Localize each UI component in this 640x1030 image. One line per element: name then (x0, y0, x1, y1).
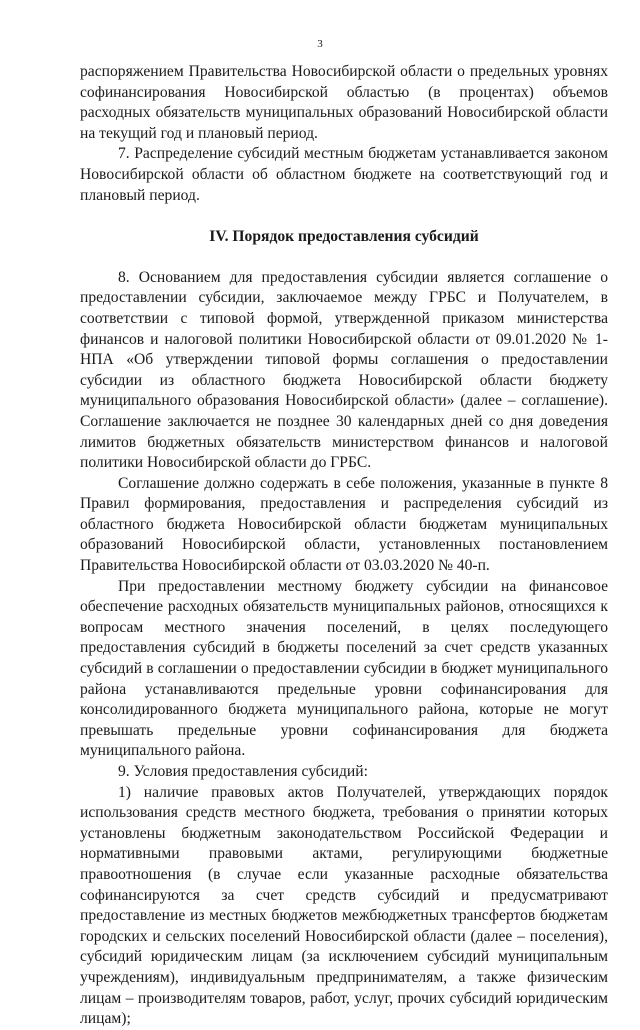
paragraph-item-9: 9. Условия предоставления субсидий: (118, 763, 368, 780)
paragraph-subsidy-provision: При предоставлении местному бюджету субсидии на финансовое обеспечение расходных обязательств муниципальных районов, относящихся к вопросам местного значения поселений, в целях последующего предоставления субсидий в бюджеты поселений за счет средств указанных субсидий в соглашении о предоставлении субсидии в бюджет муниципального района устанавливаются предельные уровни софинансирования для консолидированного бюджета муниципального района, которые не могут превышать предельные уровни софинансирования для бюджета муниципального района. (80, 577, 608, 760)
page-number: 3 (317, 38, 323, 50)
paragraph-item-7: 7. Распределение субсидий местным бюджетам устанавливается законом Новосибирской области об областном бюджете на соответствующий год и плановый период. (80, 145, 608, 204)
paragraph-condition-1: 1) наличие правовых актов Получателей, утверждающих порядок использования средств местного бюджета, требования о принятии которых установлены бюджетным законодательством Российской Федерации и нормативными правовыми актами, регулирующими бюджетные правоотношения (в случае если указанные расходные обязательства софинансируются за счет средств субсидий и предусматривают предоставление из местных бюджетов межбюджетных трансфертов бюджетам городских и сельских поселений Новосибирской области (далее – поселения), субсидий юридическим лицам (за исключением субсидий муниципальным учреждениям), индивидуальным предпринимателям, а также физическим лицам – производителям товаров, работ, услуг, прочих субсидий юридическим лицам); (80, 783, 608, 1028)
document-body (80, 62, 608, 1030)
section-heading: IV. Порядок предоставления субсидий (209, 228, 479, 246)
paragraph-agreement-contents: Соглашение должно содержать в себе положения, указанные в пункте 8 Правил формирования, предоставления и распределения субсидий из областного бюджета Новосибирской области бюджетам муниципальных образований Новосибирской области, установленных постановлением Правительства Новосибирской области от 03.03.2020 № 40-п. (80, 474, 608, 575)
paragraph-continuation: распоряжением Правительства Новосибирской области о предельных уровнях софинансирования Новосибирской областью (в процентах) объемов расходных обязательств муниципальных образований Новосибирской области на текущий год и плановый период. (80, 63, 608, 142)
paragraph-item-8: 8. Основанием для предоставления субсидии является соглашение о предоставлении субсидии, заключаемое между ГРБС и Получателем, в соответствии с типовой формой, утвержденной приказом министерства финансов и налоговой политики Новосибирской области от 09.01.2020 № 1-НПА «Об утверждении типовой формы соглашения о предоставлении субсидии из областного бюджета Новосибирской области бюджету муниципального образования Новосибирской области» (далее – соглашение). Соглашение заключается не позднее 30 календарных дней со дня доведения лимитов бюджетных обязательств министерством финансов и налоговой политики Новосибирской области до ГРБС. (80, 268, 608, 472)
